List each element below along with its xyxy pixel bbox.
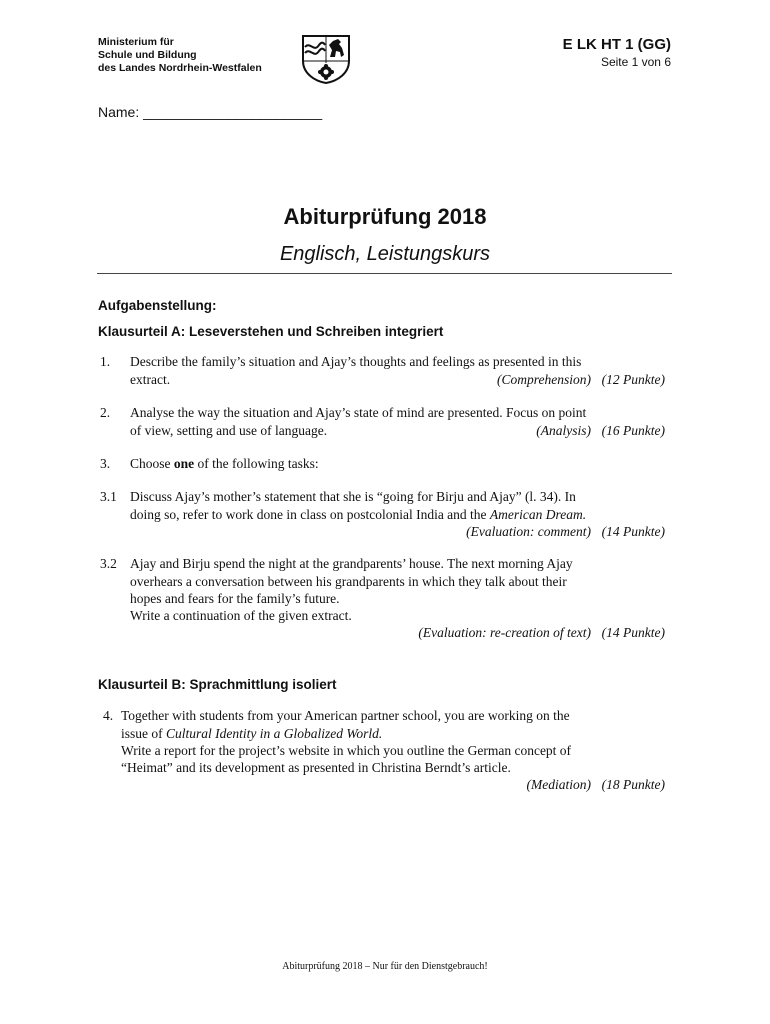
ministry-line: Schule und Bildung: [98, 49, 197, 61]
task-number: 2.: [100, 405, 111, 420]
task-text-part: doing so, refer to work done in class on postcolonial India and the: [130, 507, 490, 522]
task-points: (16 Punkte): [601, 423, 665, 438]
task-text: Together with students from your American partner school, you are working on the: [121, 708, 570, 723]
task-heading: Aufgabenstellung:: [98, 298, 217, 313]
task-text-part: issue of: [121, 726, 166, 741]
task-meta: [527, 776, 665, 793]
ministry-line: Ministerium für: [98, 36, 174, 48]
task-text-part: of the following tasks:: [194, 456, 319, 471]
task-text: Discuss Ajay’s mother’s statement that she is “going for Birju and Ajay” (l. 34). In: [130, 489, 576, 504]
task-type: (Comprehension): [497, 372, 591, 387]
part-a-heading: Klausurteil A: Leseverstehen und Schreiben integriert: [98, 324, 444, 339]
task-meta: [466, 523, 665, 540]
page-number: Seite 1 von 6: [600, 55, 671, 69]
task-4: [100, 707, 665, 795]
task-3: [100, 455, 665, 473]
task-text: Ajay and Birju spend the night at the grandparents’ house. The next morning Ajay: [130, 556, 573, 571]
page-subtitle: Englisch, Leistungskurs: [279, 243, 491, 265]
nrw-coat-of-arms-icon: [300, 33, 352, 85]
task-text: Analyse the way the situation and Ajay’s state of mind are presented. Focus on point: [130, 405, 587, 420]
task-text: [130, 506, 586, 523]
task-number: 3.2: [100, 556, 117, 571]
task-text: Write a report for the project’s website in which you outline the German concept of: [121, 743, 572, 758]
task-points: (18 Punkte): [601, 777, 665, 792]
task-text: Describe the family’s situation and Ajay’s thoughts and feelings as presented in this: [130, 354, 582, 369]
document-code: E LK HT 1 (GG): [562, 36, 671, 53]
page-title: Abiturprüfung 2018: [283, 204, 487, 229]
task-type: (Evaluation: re-creation of text): [418, 625, 591, 640]
task-text: “Heimat” and its development as presented in Christina Berndt’s article.: [121, 760, 511, 775]
task-1: [100, 353, 665, 389]
task-text-italic: American Dream.: [489, 507, 587, 522]
task-meta: [536, 422, 665, 439]
title-divider: [97, 273, 672, 274]
task-type: (Evaluation: comment): [466, 524, 591, 539]
task-emphasis: one: [173, 456, 195, 471]
task-meta: [418, 624, 665, 641]
name-field: Name: _______________________: [98, 104, 323, 120]
task-text: [130, 455, 319, 472]
task-number: 1.: [100, 354, 111, 369]
task-text: overhears a conversation between his grandparents in which they talk about their: [130, 574, 567, 589]
task-text-part: Choose: [130, 456, 174, 471]
task-number: 3.: [100, 456, 111, 471]
ministry-name: [98, 36, 262, 75]
task-text: Write a continuation of the given extract.: [130, 608, 352, 623]
task-points: (14 Punkte): [601, 625, 665, 640]
task-text-italic: Cultural Identity in a Globalized World.: [166, 726, 383, 741]
task-3-2: [100, 555, 665, 643]
ministry-line: des Landes Nordrhein-Westfalen: [98, 62, 262, 74]
task-2: [100, 404, 665, 440]
task-text: [121, 725, 382, 742]
task-points: (12 Punkte): [601, 372, 665, 387]
task-text: of view, setting and use of language.: [130, 423, 328, 438]
page-footer: Abiturprüfung 2018 – Nur für den Dienstgebrauch!: [282, 961, 488, 972]
task-number: 3.1: [100, 489, 117, 504]
task-text: hopes and fears for the family’s future.: [130, 591, 340, 606]
task-type: (Analysis): [536, 423, 591, 438]
task-text: extract.: [130, 372, 171, 387]
task-3-1: [100, 488, 665, 542]
task-number: 4.: [103, 708, 114, 723]
part-b-heading: Klausurteil B: Sprachmittlung isoliert: [98, 677, 337, 692]
task-type: (Mediation): [526, 777, 591, 792]
task-points: (14 Punkte): [601, 524, 665, 539]
task-meta: [497, 371, 665, 388]
